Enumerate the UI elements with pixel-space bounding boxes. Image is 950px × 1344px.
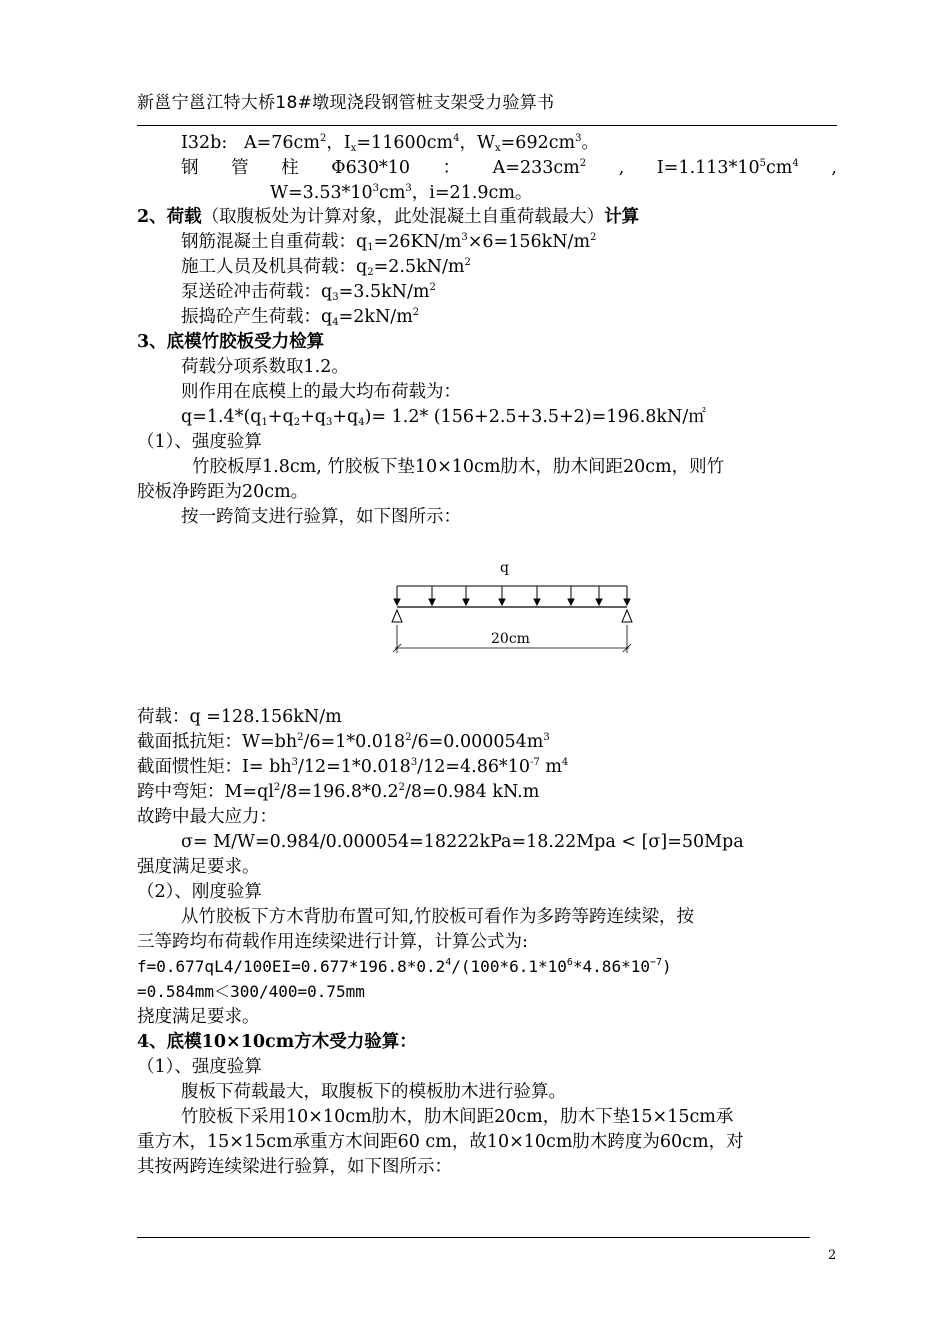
load-factor: 荷载分项系数取1.2。 xyxy=(181,357,349,377)
deflection-formula: $f=0.677qL4/100EI=0.677*196.8*0.2^4/(100*6.1*10^6*4.86*10^{-7})$ xyxy=(137,957,672,976)
section-modulus: 截面抵抗矩：$W=bh^2/6=1*0.018^2/6=0.000054m^3$ xyxy=(137,732,550,752)
page-header: 新邕宁邕江特大桥18#墩现浇段钢管桩支架受力验算书 xyxy=(137,93,555,113)
right-support xyxy=(622,610,632,622)
strength-paragraph-2: 按一跨简支进行验算，如下图所示： xyxy=(181,507,461,527)
rigidity-paragraph-1: 从竹胶板下方木背肋布置可知,竹胶板可看作为多跨等跨连续梁，按 xyxy=(181,907,695,927)
load-arrows xyxy=(394,586,630,605)
section4-paragraph-2: 竹胶板下采用10×10cm肋木，肋木间距20cm，肋木下垫15×15cm承 xyxy=(181,1107,734,1127)
midspan-moment: 跨中弯矩：$M=ql^2/8=196.8*0.2^2/8=0.984$ kN.m xyxy=(137,782,540,802)
load-q2: 施工人员及机具荷载：$q_2=2.5kN/m^2$ xyxy=(181,257,471,278)
rigidity-check-title: （2）、刚度验算 xyxy=(137,882,262,902)
span-label: 20cm xyxy=(491,631,530,647)
max-stress-label: 故跨中最大应力： xyxy=(137,807,277,827)
moment-of-inertia: 截面惯性矩：$I= bh^3/12=1*0.018^3/12=4.86*10^{-7}$ $m^4$ xyxy=(137,757,569,777)
load-value: 荷载：q =128.156kN/m xyxy=(137,707,342,727)
strength-check-title: （1）、强度验算 xyxy=(137,432,262,452)
rigidity-paragraph-1b: 三等跨均布荷载作用连续梁进行计算，计算公式为: xyxy=(137,932,528,952)
section3-heading: 3、底模竹胶板受力检算 xyxy=(137,332,325,352)
beam-load-diagram xyxy=(385,555,640,660)
footer-rule xyxy=(137,1237,810,1238)
stress-formula: σ= M/W=0.984/0.000054=18222kPa=18.22Mpa < [σ]=50Mpa xyxy=(181,832,744,852)
page-number: 2 xyxy=(828,1248,837,1263)
strength-paragraph-1b: 胶板净跨距为20cm。 xyxy=(137,482,309,502)
i32b-line: I32b: $A=76cm^2$，$I_x=11600cm^4$，$W_x=692cm^3$。 xyxy=(181,133,599,154)
section2-heading: 2、荷载（取腹板处为计算对象，此处混凝土自重荷载最大）计算 xyxy=(137,207,640,227)
section4-heading: 4、底模10×10cm方木受力验算： xyxy=(137,1032,417,1052)
strength-paragraph-1: 竹胶板厚1.8cm, 竹胶板下垫10×10cm肋木，肋木间距20cm，则竹 xyxy=(192,457,725,477)
q-formula: $q=1.4*(q_1+q_2+q_3+q_4)= 1.2*$ (156+2.5+3.5+2)=196.8kN/㎡ xyxy=(181,407,706,428)
load-q-label: q xyxy=(500,560,509,576)
load-q4: 振捣砼产生荷载：$q_4=2kN/m^2$ xyxy=(181,307,420,328)
load-q1: 钢筋混凝土自重荷载：$q_1=26KN/m^3\times 6=156kN/m^2$ xyxy=(181,232,597,253)
pipe-w-line: $W=3.53*10^3cm^3$，i=21.9cm。 xyxy=(270,183,533,203)
left-support xyxy=(392,610,402,622)
header-rule xyxy=(137,125,837,126)
deflection-ok: 挠度满足要求。 xyxy=(137,1007,260,1027)
strength-ok: 强度满足要求。 xyxy=(137,857,260,877)
section4-paragraph-2b: 重方木，15×15cm承重方木间距60 cm，故10×10cm肋木跨度为60cm，对 xyxy=(137,1132,744,1152)
section4-strength-title: （1）、强度验算 xyxy=(137,1057,262,1077)
load-q3: 泵送砼冲击荷载：$q_3=3.5kN/m^2$ xyxy=(181,282,436,303)
max-load-intro: 则作用在底模上的最大均布荷载为： xyxy=(181,382,461,402)
section4-paragraph-1: 腹板下荷载最大，取腹板下的模板肋木进行验算。 xyxy=(181,1082,566,1102)
pipe-column-line: 钢 管 柱 Φ630*10 ： $A=233cm^2$ , $I=1.113*10^5cm^4$ , xyxy=(181,158,837,178)
deflection-result: =0.584mm＜300/400=0.75mm xyxy=(137,982,365,1001)
section4-paragraph-2c: 其按两跨连续梁进行验算，如下图所示： xyxy=(137,1157,452,1177)
